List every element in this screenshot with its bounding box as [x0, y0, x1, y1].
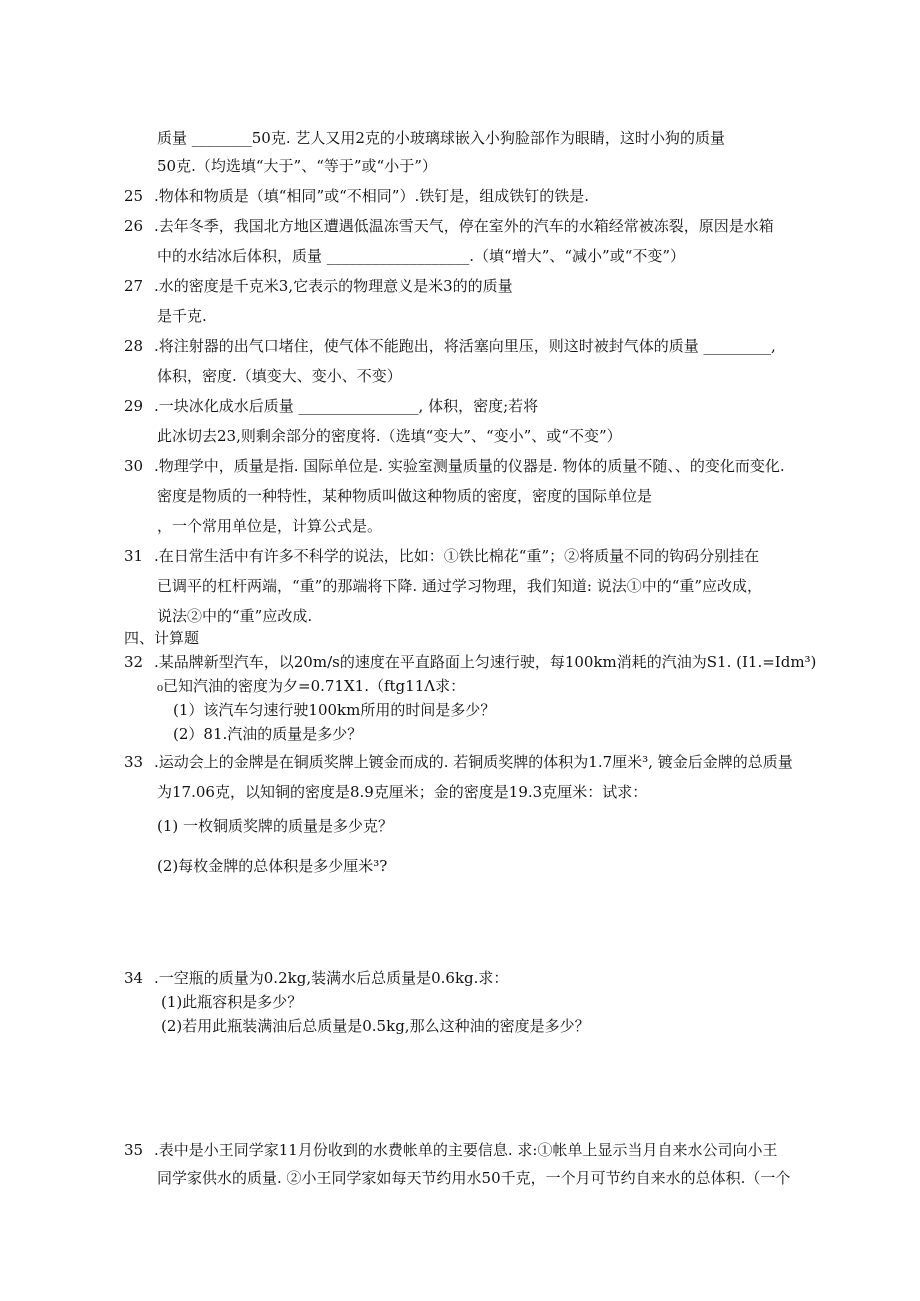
text-line: ₀已知汽油的密度为夕=0.71X1.（ftg11Λ求： — [157, 677, 466, 695]
text-line: 是千克. — [157, 307, 207, 325]
question-number: 25 — [124, 187, 144, 205]
text-line: .物体和物质是（填“相同”或“不相同”）.铁钉是，组成铁钉的铁是. — [154, 187, 589, 205]
text-line: .物理学中，质量是指. 国际单位是. 实验室测量质量的仪器是. 物体的质量不随、、的变化而变化. — [154, 457, 785, 475]
text-line: (2)每枚金牌的总体积是多少厘米³? — [157, 857, 388, 875]
text-line: 质量 ________50克. 艺人又用2克的小玻璃球嵌入小狗脸部作为眼睛，这时小狗的质量 — [157, 129, 725, 147]
text-line: (2）81.汽油的质量是多少？ — [173, 725, 363, 743]
text-line: 中的水结冰后体积，质量 ___________________.（填“增大”、“减小”或“不变”） — [157, 247, 686, 265]
text-line: .将注射器的出气口堵住，使气体不能跑出，将活塞向里压，则这时被封气体的质量 _________, — [154, 337, 776, 355]
text-line: .水的密度是千克米3,它表示的物理意义是米3的的质量 — [154, 277, 513, 295]
question-number: 34 — [124, 969, 144, 987]
text-line: ，一个常用单位是，计算公式是。 — [157, 517, 383, 535]
text-line: 已调平的杠杆两端，“重”的那端将下降. 通过学习物理，我们知道: 说法①中的“重”应改成， — [157, 577, 763, 595]
question-number: 29 — [124, 397, 144, 415]
text-line: .表中是小王同学家11月份收到的水费帐单的主要信息. 求:①帐单上显示当月自来水公司向小王 — [154, 1141, 778, 1159]
text-line: 体积，密度.（填变大、变小、不变） — [157, 367, 402, 385]
text-line: .一块冰化成水后质量 ________________, 体积，密度;若将 — [154, 397, 539, 415]
question-number: 27 — [124, 277, 144, 295]
question-number: 35 — [124, 1141, 144, 1159]
text-line: .在日常生活中有许多不科学的说法，比如：①铁比棉花“重”；②将质量不同的钩码分别挂在 — [154, 547, 760, 565]
question-number: 30 — [124, 457, 144, 475]
text-line: 同学家供水的质量. ②小王同学家如每天节约用水50千克，一个月可节约自来水的总体积.（一个 — [157, 1169, 791, 1187]
text-line: (1)此瓶容积是多少？ — [161, 993, 303, 1011]
text-line: .某品牌新型汽车，以20m/s的速度在平直路面上匀速行驶，每100km消耗的汽油为S1. (I1.=Idm³) — [154, 653, 817, 671]
text-line: 为17.06克，以知铜的密度是8.9克厘米；金的密度是19.3克厘米：试求： — [157, 783, 648, 801]
text-line: 密度是物质的一种特性，某种物质叫做这种物质的密度，密度的国际单位是 — [157, 487, 653, 505]
question-number: 33 — [124, 753, 144, 771]
text-line: (1) 一枚铜质奖牌的质量是多少克？ — [157, 817, 394, 835]
question-number: 31 — [124, 547, 144, 565]
question-number: 26 — [124, 217, 144, 235]
question-number: 32 — [124, 653, 144, 671]
question-number: 28 — [124, 337, 144, 355]
text-line: (2)若用此瓶装满油后总质量是0.5kg,那么这种油的密度是多少？ — [161, 1017, 590, 1035]
text-line: 50克.（均选填“大于”、“等于”或“小于”） — [157, 157, 437, 175]
text-line: (1）该汽车匀速行驶100km所用的时间是多少？ — [173, 701, 496, 719]
text-line: .一空瓶的质量为0.2kg,装满水后总质量是0.6kg.求： — [154, 969, 509, 987]
section-heading: 四、计算题 — [124, 629, 200, 647]
text-line: 此冰切去23,则剩余部分的密度将.（选填“变大”、“变小”、或“不变”） — [157, 427, 622, 445]
text-line: .运动会上的金牌是在铜质奖牌上镀金而成的. 若铜质奖牌的体积为1.7厘米³, 镀金后金牌的总质量 — [154, 753, 793, 771]
text-line: 说法②中的“重”应改成. — [157, 607, 313, 625]
text-line: .去年冬季，我国北方地区遭遇低温冻雪天气，停在室外的汽车的水箱经常被冻裂，原因是水箱 — [154, 217, 774, 235]
